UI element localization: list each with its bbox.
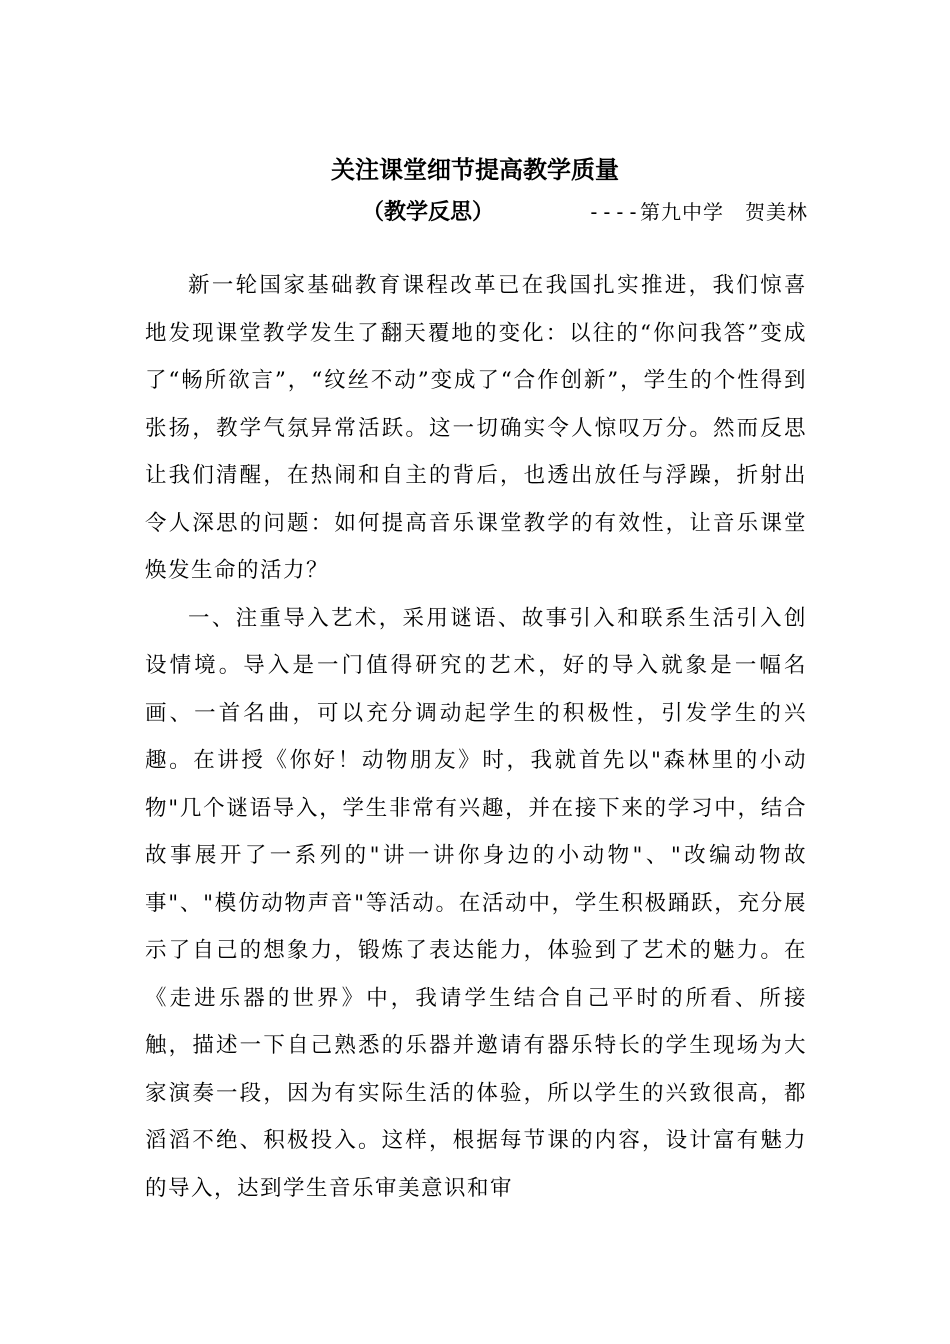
paragraph-section-one: 一、注重导入艺术，采用谜语、故事引入和联系生活引入创设情境。导入是一门值得研究的艺术，好的导入就象是一幅名画、一首名曲，可以充分调动起学生的积极性，引发学生的兴趣。在讲授《你好！动物朋友》时，我就首先以"森林里的小动物"几个谜语导入，学生非常有兴趣，并在接下来的学习中，结合故事展开了一系列的"讲一讲你身边的小动物"、"改编动物故事"、"模仿动物声音"等活动。在活动中，学生积极踊跃，充分展示了自己的想象力，锻炼了表达能力，体验到了艺术的魅力。在《走进乐器的世界》中，我请学生结合自己平时的所看、所接触，描述一下自己熟悉的乐器并邀请有器乐特长的学生现场为大家演奏一段，因为有实际生活的体验，所以学生的兴致很高，都滔滔不绝、积极投入。这样，根据每节课的内容，设计富有魅力的导入，达到学生音乐审美意识和审 (145, 605, 807, 1201)
page-subtitle: （教学反思） (362, 199, 495, 225)
paragraph-intro: 新一轮国家基础教育课程改革已在我国扎实推进，我们惊喜地发现课堂教学发生了翻天覆地的变化：以往的“你问我答”变成了“畅所欲言”，“纹丝不动”变成了“合作创新”，学生的个性得到张扬，教学气氛异常活跃。这一切确实令人惊叹万分。然而反思让我们清醒，在热闹和自主的背后，也透出放任与浮躁，折射出令人深思的问题：如何提高音乐课堂教学的有效性，让音乐课堂焕发生命的活力？ (145, 273, 807, 583)
page-title: 关注课堂细节提高教学质量 (331, 155, 619, 184)
body-text (145, 262, 807, 1212)
author-line: ----第九中学 贺美林 (587, 200, 808, 224)
